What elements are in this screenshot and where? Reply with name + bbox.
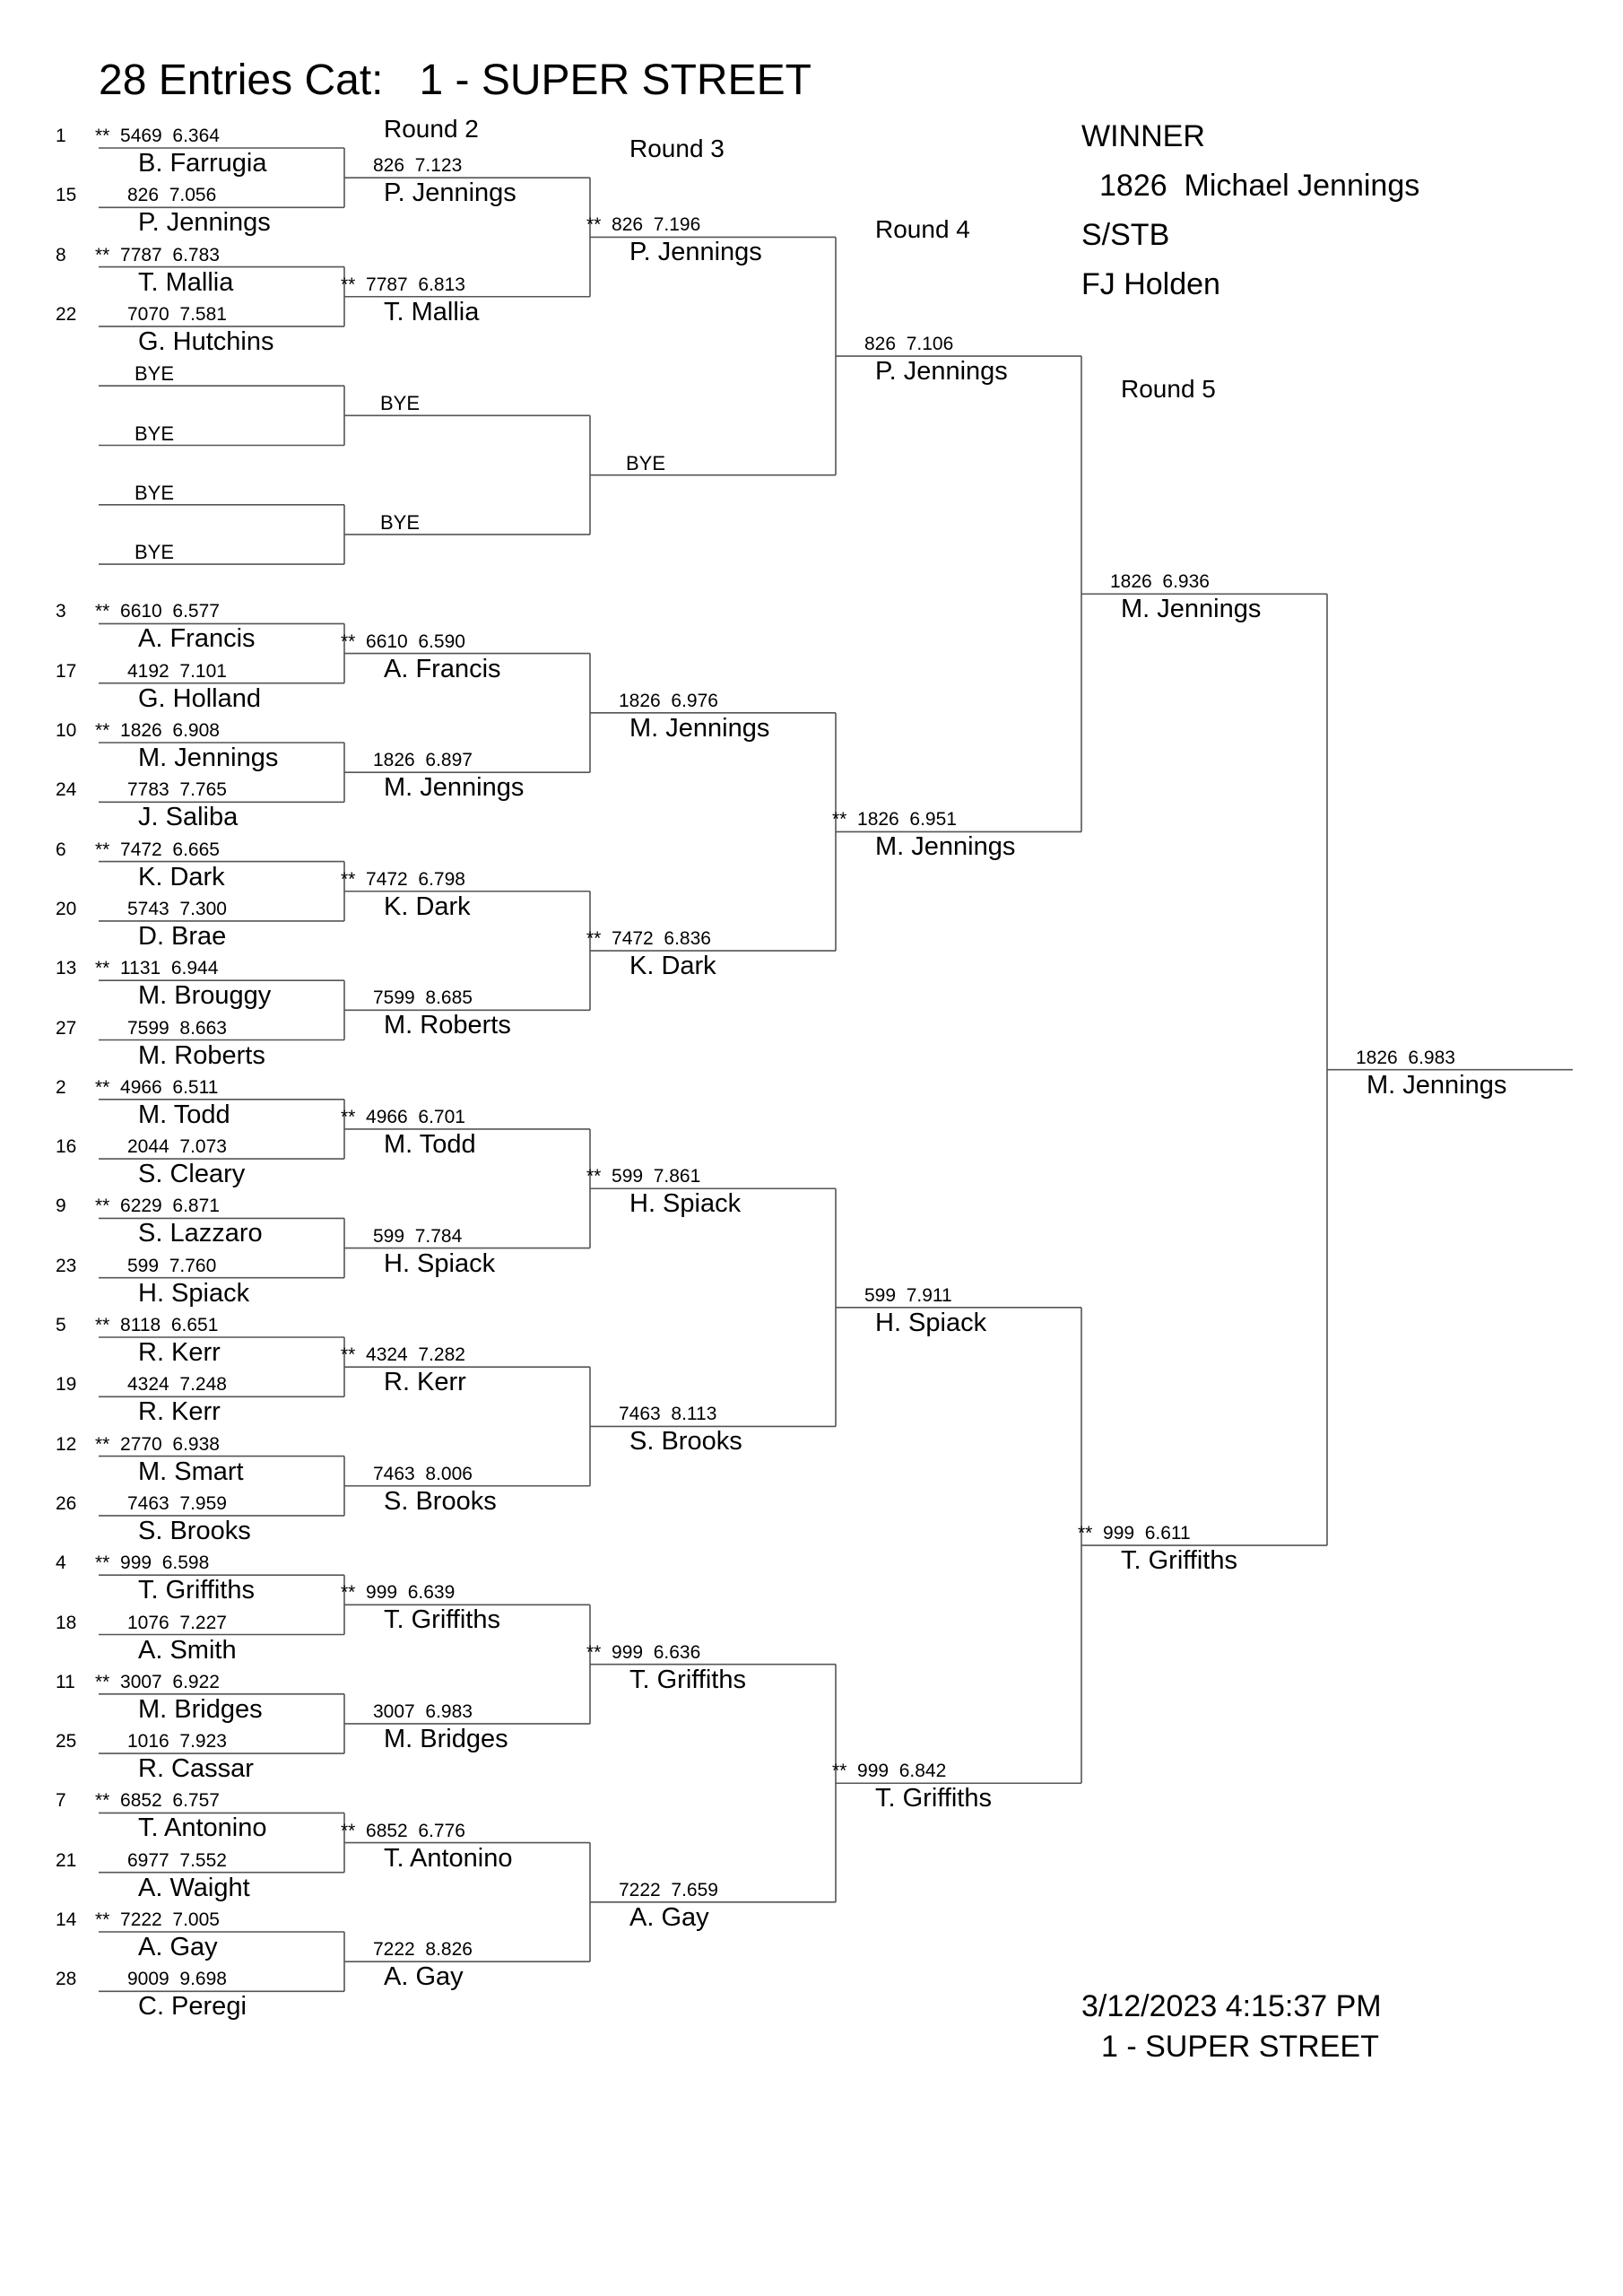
seed-number: 19 xyxy=(56,1374,77,1396)
racer-name: M. Bridges xyxy=(138,1694,263,1724)
entry-stats: 3007 6.983 xyxy=(373,1700,473,1722)
round-2-label: Round 2 xyxy=(384,115,479,143)
entry-stats: ** 999 6.842 xyxy=(832,1761,947,1782)
racer-name: A. Francis xyxy=(138,624,256,654)
racer-name: P. Jennings xyxy=(875,357,1008,387)
seed-number: 27 xyxy=(56,1017,77,1039)
entry-stats: 7222 7.659 xyxy=(619,1879,718,1900)
entry-stats: ** 7472 6.665 xyxy=(95,839,220,860)
racer-name: M. Brouggy xyxy=(138,981,272,1011)
racer-name: A. Gay xyxy=(384,1962,464,1992)
racer-name: P. Jennings xyxy=(138,208,271,238)
racer-name: B. Farrugia xyxy=(138,149,267,178)
entry-stats: ** 7787 6.783 xyxy=(95,244,220,265)
seed-number: 3 xyxy=(56,601,66,622)
seed-number: 8 xyxy=(56,244,66,265)
racer-name: G. Hutchins xyxy=(138,326,274,356)
entry-stats: ** 7222 7.005 xyxy=(95,1909,220,1930)
entry-stats: ** 6852 6.776 xyxy=(341,1820,465,1841)
bye-marker: BYE xyxy=(135,541,175,564)
seed-number: 26 xyxy=(56,1492,77,1514)
seed-number: 5 xyxy=(56,1315,66,1335)
racer-name: K. Dark xyxy=(629,952,716,981)
winner-name: 1826 Michael Jennings xyxy=(1099,169,1420,203)
entry-stats: 1826 6.897 xyxy=(373,750,473,771)
bye-marker: BYE xyxy=(135,362,175,386)
racer-name: A. Gay xyxy=(629,1902,709,1932)
racer-name: M. Jennings xyxy=(1121,595,1262,624)
entry-stats: 9009 9.698 xyxy=(127,1969,227,1990)
seed-number: 22 xyxy=(56,303,77,325)
seed-number: 6 xyxy=(56,839,66,860)
racer-name: H. Spiack xyxy=(138,1278,250,1308)
racer-name: A. Gay xyxy=(138,1933,218,1961)
racer-name: S. Brooks xyxy=(629,1427,742,1457)
seed-number: 11 xyxy=(56,1671,75,1692)
entry-stats: ** 7472 6.836 xyxy=(586,928,711,950)
seed-number: 1 xyxy=(56,126,66,146)
seed-number: 16 xyxy=(56,1136,77,1158)
seed-number: 10 xyxy=(56,720,77,741)
racer-name: S. Brooks xyxy=(138,1516,251,1545)
racer-name: G. Holland xyxy=(138,683,262,713)
entry-stats: 1016 7.923 xyxy=(127,1731,227,1752)
racer-name: C. Peregi xyxy=(138,1992,247,2022)
racer-name: J. Saliba xyxy=(138,803,239,832)
racer-name: H. Spiack xyxy=(629,1189,742,1219)
racer-name: T. Antonino xyxy=(384,1843,513,1873)
entry-stats: 2044 7.073 xyxy=(127,1136,227,1158)
entry-stats: 7783 7.765 xyxy=(127,779,227,801)
bye-marker: BYE xyxy=(380,510,421,534)
entry-stats: 4192 7.101 xyxy=(127,660,227,682)
entry-stats: 7222 8.826 xyxy=(373,1939,473,1961)
entry-stats: 599 7.760 xyxy=(127,1255,217,1276)
entry-stats: 6977 7.552 xyxy=(127,1849,227,1871)
entry-stats: ** 1131 6.944 xyxy=(95,958,219,979)
entry-stats: 599 7.911 xyxy=(864,1284,952,1306)
seed-number: 23 xyxy=(56,1255,77,1276)
entry-stats: ** 7472 6.798 xyxy=(341,868,465,890)
racer-name: T. Griffiths xyxy=(629,1665,746,1694)
seed-number: 17 xyxy=(56,660,77,682)
entry-stats: 826 7.106 xyxy=(864,334,954,355)
entry-stats: ** 599 7.861 xyxy=(586,1166,701,1187)
seed-number: 14 xyxy=(56,1909,77,1930)
racer-name: H. Spiack xyxy=(875,1308,987,1337)
footer-category: 1 - SUPER STREET xyxy=(1101,2030,1379,2064)
entry-stats: ** 3007 6.922 xyxy=(95,1671,220,1692)
seed-number: 20 xyxy=(56,898,77,919)
entry-stats: ** 4324 7.282 xyxy=(341,1344,465,1366)
bye-marker: BYE xyxy=(626,451,666,474)
entry-stats: ** 999 6.611 xyxy=(1078,1523,1191,1544)
racer-name: T. Mallia xyxy=(138,267,234,297)
round-5-label: Round 5 xyxy=(1121,375,1216,403)
racer-name: M. Smart xyxy=(138,1457,244,1486)
entry-stats: 1826 6.983 xyxy=(1356,1047,1455,1068)
entry-stats: ** 6610 6.590 xyxy=(341,631,465,652)
racer-name: A. Francis xyxy=(384,654,501,683)
round-3-label: Round 3 xyxy=(629,135,725,162)
entry-stats: 7463 8.006 xyxy=(373,1463,473,1484)
round-4-label: Round 4 xyxy=(875,215,970,243)
racer-name: M. Bridges xyxy=(384,1724,508,1753)
racer-name: R. Kerr xyxy=(384,1368,466,1397)
entry-stats: 1076 7.227 xyxy=(127,1612,227,1633)
winner-class: S/STB xyxy=(1081,218,1170,252)
seed-number: 15 xyxy=(56,185,77,206)
entry-stats: 5743 7.300 xyxy=(127,898,227,919)
racer-name: T. Griffiths xyxy=(1121,1546,1237,1576)
entry-stats: ** 4966 6.701 xyxy=(341,1106,465,1127)
racer-name: S. Brooks xyxy=(384,1486,497,1516)
racer-name: D. Brae xyxy=(138,921,227,951)
bye-marker: BYE xyxy=(135,481,175,504)
seed-number: 21 xyxy=(56,1849,77,1871)
racer-name: M. Roberts xyxy=(384,1011,511,1040)
racer-name: H. Spiack xyxy=(384,1248,496,1278)
racer-name: R. Kerr xyxy=(138,1338,221,1367)
racer-name: M. Jennings xyxy=(875,832,1016,862)
seed-number: 25 xyxy=(56,1731,77,1752)
racer-name: T. Griffiths xyxy=(138,1576,255,1605)
entry-stats: ** 999 6.636 xyxy=(586,1641,701,1663)
entry-stats: 1826 6.936 xyxy=(1110,571,1210,593)
entry-stats: 7463 8.113 xyxy=(619,1404,717,1425)
seed-number: 13 xyxy=(56,958,77,979)
entry-stats: 7599 8.663 xyxy=(127,1017,227,1039)
racer-name: S. Lazzaro xyxy=(138,1219,263,1248)
entry-stats: 826 7.123 xyxy=(373,155,463,177)
racer-name: P. Jennings xyxy=(384,178,516,208)
racer-name: T. Griffiths xyxy=(384,1605,500,1635)
racer-name: T. Antonino xyxy=(138,1813,267,1843)
seed-number: 9 xyxy=(56,1196,66,1217)
racer-name: T. Griffiths xyxy=(875,1784,992,1813)
racer-name: M. Jennings xyxy=(138,744,279,772)
entry-stats: 599 7.784 xyxy=(373,1225,463,1247)
entry-stats: ** 7787 6.813 xyxy=(341,274,465,295)
racer-name: M. Todd xyxy=(138,1100,230,1129)
entry-stats: ** 1826 6.908 xyxy=(95,720,220,741)
winner-heading: WINNER xyxy=(1081,119,1205,153)
seed-number: 2 xyxy=(56,1076,66,1098)
racer-name: M. Jennings xyxy=(384,773,525,803)
print-timestamp: 3/12/2023 4:15:37 PM xyxy=(1081,1989,1382,2023)
racer-name: K. Dark xyxy=(138,862,225,891)
seed-number: 12 xyxy=(56,1433,77,1455)
seed-number: 28 xyxy=(56,1969,77,1990)
racer-name: M. Roberts xyxy=(138,1040,265,1070)
entry-stats: 7070 7.581 xyxy=(127,303,227,325)
seed-number: 18 xyxy=(56,1612,77,1633)
entry-stats: 7463 7.959 xyxy=(127,1492,227,1514)
entry-stats: 826 7.056 xyxy=(127,185,217,206)
entry-stats: ** 826 7.196 xyxy=(586,214,701,236)
bye-marker: BYE xyxy=(135,422,175,445)
racer-name: A. Smith xyxy=(138,1635,237,1665)
entry-stats: ** 999 6.598 xyxy=(95,1552,210,1574)
racer-name: R. Kerr xyxy=(138,1397,221,1427)
entry-stats: ** 1826 6.951 xyxy=(832,809,957,831)
entry-stats: 4324 7.248 xyxy=(127,1374,227,1396)
entry-stats: ** 4966 6.511 xyxy=(95,1076,219,1098)
racer-name: R. Cassar xyxy=(138,1754,254,1784)
entry-stats: ** 8118 6.651 xyxy=(95,1315,219,1335)
entry-stats: ** 6229 6.871 xyxy=(95,1196,220,1217)
entry-stats: ** 6852 6.757 xyxy=(95,1790,220,1812)
bye-marker: BYE xyxy=(380,392,421,415)
entry-stats: 1826 6.976 xyxy=(619,690,718,711)
page-title: 28 Entries Cat: 1 - SUPER STREET xyxy=(99,57,812,104)
racer-name: T. Mallia xyxy=(384,297,480,326)
racer-name: A. Waight xyxy=(138,1873,250,1902)
racer-name: M. Jennings xyxy=(1367,1070,1507,1100)
entry-stats: ** 6610 6.577 xyxy=(95,601,220,622)
seed-number: 24 xyxy=(56,779,77,801)
entry-stats: ** 5469 6.364 xyxy=(95,126,220,146)
racer-name: K. Dark xyxy=(384,891,471,921)
racer-name: M. Jennings xyxy=(629,713,770,743)
winner-car: FJ Holden xyxy=(1081,267,1220,301)
racer-name: S. Cleary xyxy=(138,1160,246,1189)
entry-stats: 7599 8.685 xyxy=(373,987,473,1009)
racer-name: M. Todd xyxy=(384,1129,476,1159)
entry-stats: ** 999 6.639 xyxy=(341,1582,456,1604)
seed-number: 7 xyxy=(56,1790,66,1812)
entry-stats: ** 2770 6.938 xyxy=(95,1433,220,1455)
seed-number: 4 xyxy=(56,1552,66,1574)
racer-name: P. Jennings xyxy=(629,238,762,267)
